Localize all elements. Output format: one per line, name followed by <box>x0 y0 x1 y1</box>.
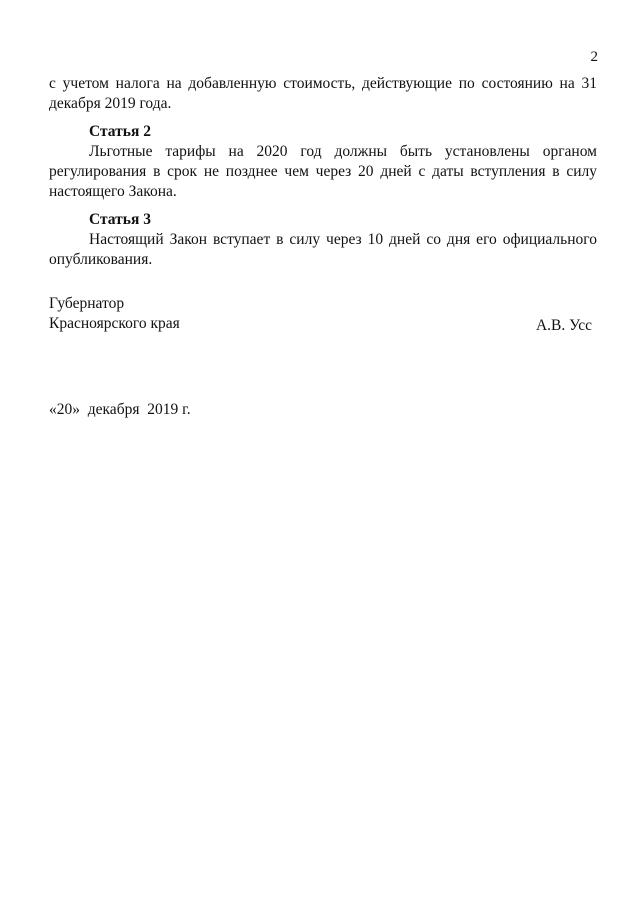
article-3-text: Настоящий Закон вступает в силу через 10 дней со дня его официального опубликования. <box>49 231 597 268</box>
intro-paragraph: с учетом налога на добавленную стоимость, действующие по состоянию на 31 декабря 2019 года. <box>49 75 597 112</box>
article-3-heading: Статья 3 <box>89 211 151 228</box>
article-2-heading: Статья 2 <box>89 123 151 140</box>
signature-title-line2: Красноярского края <box>49 315 180 332</box>
signature-name: А.В. Усс <box>535 317 592 334</box>
page-number: 2 <box>590 49 598 65</box>
article-2-text: Льготные тарифы на 2020 год должны быть установлены органом регулирования в срок не позднее чем через 20 дней с даты вступления в силу настоящего Закона. <box>49 143 597 200</box>
signature-title-line1: Губернатор <box>49 295 125 312</box>
signing-date: «20» декабря 2019 г. <box>49 401 191 418</box>
